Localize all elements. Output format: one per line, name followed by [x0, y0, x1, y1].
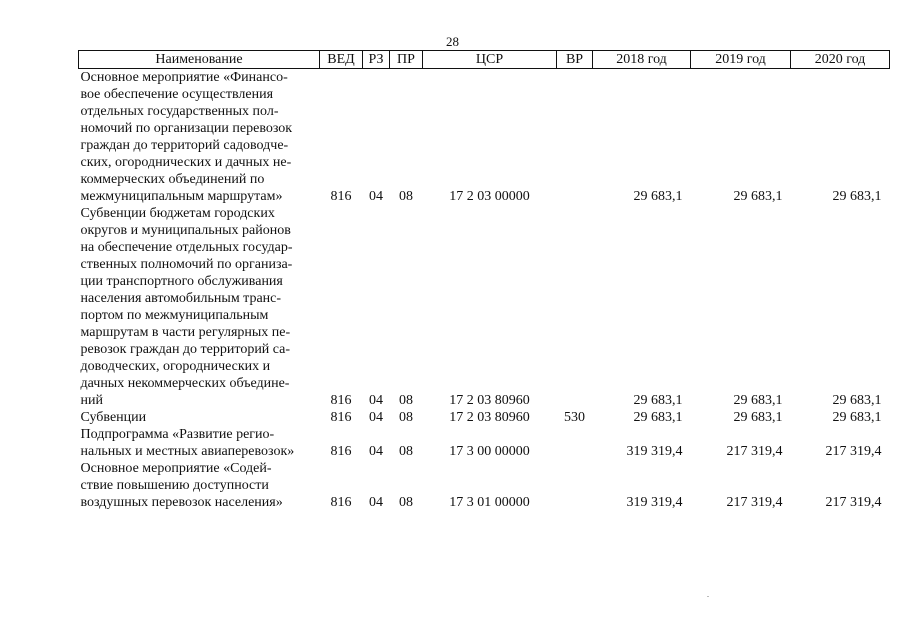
name-line: номочий по организации перевозок — [80, 121, 293, 136]
name-line: Основное мероприятие «Содей- — [80, 461, 272, 476]
cell-rz: 04 — [369, 393, 383, 408]
cell-csr: 17 2 03 00000 — [449, 189, 530, 204]
cell-vr — [557, 460, 593, 511]
table-header-row — [79, 51, 890, 69]
cell-2020: 217 319,4 — [825, 495, 882, 510]
name-line: ских, огороднических и дачных не- — [80, 155, 292, 170]
cell-name — [79, 460, 320, 511]
budget-table — [78, 50, 890, 511]
cell-rz: 04 — [369, 410, 383, 425]
name-line: дачных некоммерческих объедине- — [80, 376, 290, 391]
name-line: портом по межмуниципальным — [80, 308, 269, 323]
name-line: Подпрограмма «Развитие регио- — [80, 427, 275, 442]
cell-ved: 816 — [330, 189, 352, 204]
name-line: воздушных перевозок населения» — [80, 495, 283, 510]
cell-pr: 08 — [399, 495, 413, 510]
table-row — [79, 460, 890, 511]
cell-vr — [557, 69, 593, 206]
col-header-2019: 2019 год — [691, 51, 791, 69]
col-header-rz: РЗ — [363, 51, 390, 69]
cell-vr: 530 — [564, 410, 585, 425]
col-header-2018: 2018 год — [593, 51, 691, 69]
cell-name — [79, 409, 320, 426]
cell-rz: 04 — [369, 189, 383, 204]
cell-2019: 217 319,4 — [726, 444, 783, 459]
name-line: нальных и местных авиаперевозок» — [80, 444, 295, 459]
name-line: межмуниципальным маршрутам» — [80, 189, 283, 204]
name-line: вое обеспечение осуществления — [80, 87, 274, 102]
cell-name — [79, 205, 320, 409]
cell-ved: 816 — [330, 495, 352, 510]
cell-2020: 217 319,4 — [825, 444, 882, 459]
cell-name — [79, 69, 320, 206]
name-line: ний — [80, 393, 103, 408]
name-line: Субвенции — [80, 410, 147, 425]
cell-2020: 29 683,1 — [832, 393, 882, 408]
cell-pr: 08 — [399, 189, 413, 204]
name-line: ции транспортного обслуживания — [80, 274, 283, 289]
scan-speck — [707, 596, 709, 597]
cell-2020: 29 683,1 — [832, 189, 882, 204]
cell-2019: 29 683,1 — [733, 189, 783, 204]
name-line: ственных полномочий по организа- — [80, 257, 293, 272]
name-line: на обеспечение отдельных государ- — [80, 240, 293, 255]
name-line: Основное мероприятие «Финансо- — [80, 70, 288, 85]
name-line: маршрутам в части регулярных пе- — [80, 325, 291, 340]
cell-csr: 17 2 03 80960 — [449, 393, 530, 408]
table-row — [79, 426, 890, 460]
name-line: коммерческих объединений по — [80, 172, 265, 187]
col-header-vr: ВР — [557, 51, 593, 69]
cell-pr: 08 — [399, 444, 413, 459]
table-row — [79, 409, 890, 426]
cell-2018: 319 319,4 — [626, 495, 683, 510]
cell-2018: 29 683,1 — [633, 410, 683, 425]
cell-2020: 29 683,1 — [832, 410, 882, 425]
cell-name — [79, 426, 320, 460]
cell-2018: 29 683,1 — [633, 189, 683, 204]
cell-csr: 17 2 03 80960 — [449, 410, 530, 425]
cell-2019: 29 683,1 — [733, 393, 783, 408]
cell-rz: 04 — [369, 495, 383, 510]
cell-2019: 217 319,4 — [726, 495, 783, 510]
col-header-pr: ПР — [390, 51, 423, 69]
col-header-csr: ЦСР — [423, 51, 557, 69]
cell-vr — [557, 426, 593, 460]
cell-2019: 29 683,1 — [733, 410, 783, 425]
table-row — [79, 205, 890, 409]
name-line: Субвенции бюджетам городских — [80, 206, 275, 221]
name-line: ствие повышению доступности — [80, 478, 269, 493]
page-number: 28 — [446, 34, 459, 49]
cell-ved: 816 — [330, 410, 352, 425]
name-line: доводческих, огороднических и — [80, 359, 271, 374]
col-header-ved: ВЕД — [320, 51, 363, 69]
name-line: граждан до территорий садоводче- — [80, 138, 289, 153]
cell-vr — [557, 205, 593, 409]
name-line: ревозок граждан до территорий са- — [80, 342, 291, 357]
cell-pr: 08 — [399, 393, 413, 408]
cell-2018: 319 319,4 — [626, 444, 683, 459]
cell-2018: 29 683,1 — [633, 393, 683, 408]
cell-csr: 17 3 00 00000 — [449, 444, 530, 459]
col-header-2020: 2020 год — [791, 51, 890, 69]
cell-pr: 08 — [399, 410, 413, 425]
col-header-name: Наименование — [79, 51, 320, 69]
cell-csr: 17 3 01 00000 — [449, 495, 530, 510]
cell-ved: 816 — [330, 444, 352, 459]
cell-rz: 04 — [369, 444, 383, 459]
cell-ved: 816 — [330, 393, 352, 408]
name-line: округов и муниципальных районов — [80, 223, 291, 238]
name-line: населения автомобильным транс- — [80, 291, 282, 306]
name-line: отдельных государственных пол- — [80, 104, 279, 119]
table-row — [79, 69, 890, 206]
